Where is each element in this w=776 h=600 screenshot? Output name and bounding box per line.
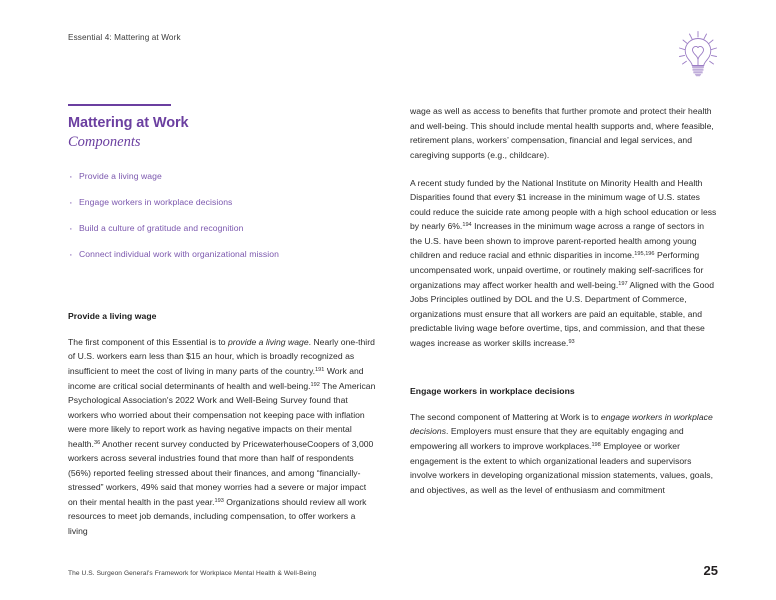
text-run: The second component of Mattering at Work is to [410,411,601,422]
footnote-ref: 191 [315,366,325,373]
emphasis-run: provide a living wage [227,336,309,347]
components-list [68,171,376,261]
footnote-ref: 194 [462,222,472,229]
two-column-layout [68,104,718,539]
text-run: Increases in the minimum wage across a range of sectors in the U.S. have been shown to improve parent-reported health among young children and reduce racial and ethnic disparities in income. [410,221,705,261]
page-number: 25 [703,563,718,578]
text-run: Aligned with the Good Jobs Principles outlined by DOL and the U.S. Department of Commerce, organizations must ensure that all workers are paid an equitable, stable, and predictable living wage before overtime, tips, and commission, and that these wages increase as worker skills increase. [410,279,715,348]
page-title: Mattering at Work [68,115,189,131]
spacer [410,364,718,386]
text-run: Another recent survey conducted by PricewaterhouseCoopers of 3,000 workers across several industries found that more than half of respondents (56%) reported feeling stressed about their finances, and among “financially-stressed” workers, 49% said that money worries had a severe or major impact on their mental health in the past year. [68,438,374,507]
page-subtitle: Components [68,133,141,150]
running-header: Essential 4: Mattering at Work [68,33,181,42]
left-column [68,104,376,539]
text-run: The first component of this Essential is to [68,336,228,347]
subsection-heading-provide-living-wage: Provide a living wage [68,310,157,321]
paragraph [410,176,718,351]
footnote-ref: 193 [214,497,224,504]
right-column [410,104,718,539]
text-run: Work and income are critical social determinants of health and well-being. [68,366,364,391]
list-item: · Provide a living wage [68,171,376,183]
footnote-ref: 197 [618,280,628,287]
text-run: Organizations should review all work resources to meet job demands, including compensation, to offer workers a living [68,496,367,537]
text-run: The American Psychological Association's 2022 Work and Well-Being Survey found that workers who worried about their compensation not keeping pace with inflation were more likely to report work as having negative impacts on their mental health. [68,380,376,449]
spacer [68,275,376,311]
footnote-ref: 36 [93,439,101,446]
text-run: . Nearly one-third of U.S. workers earn less than $15 an hour, which is broadly recognized as insufficient to meet the cost of living in many parts of the country. [68,336,375,376]
footnote-ref: 192 [310,381,320,388]
footnote-ref: 196 [645,251,655,258]
footnote-ref: 195, [634,251,646,258]
list-item: · Engage workers in workplace decisions [68,197,376,209]
list-item: · Connect individual work with organizational mission [68,249,376,261]
paragraph: wage as well as access to benefits that further promote and protect their health and well-being. This should include mental health supports and, where feasible, retirement plans, workers’ compensation, financial and legal services, and caregiving supports (e.g., childcare). [410,106,714,160]
footer-note: The U.S. Surgeon General’s Framework for Workplace Mental Health & Well-Being [68,570,317,577]
paragraph [68,335,376,539]
subsection-heading-engage-workers: Engage workers in workplace decisions [410,385,575,396]
footnote-ref: 93 [568,338,575,345]
text-run: Employee or worker engagement is the extent to which organizational leaders and supervisors involve workers in developing organizational mission statements, values, goals, and objectives, as well as the level of enthusiasm and commitment [410,441,713,495]
emphasis-run: engage workers in workplace decisions [410,411,713,437]
text-run: . Employers must ensure that they are equitably engaging and empowering all workers to improve workplaces. [410,426,684,452]
text-run: Performing uncompensated work, unpaid overtime, or routinely making self-sacrifices for organizations may affect worker health and well-being. [410,250,704,290]
lightbulb-heart-icon [672,27,724,79]
footnote-ref: 198 [591,441,601,448]
list-item: · Build a culture of gratitude and recognition [68,223,376,235]
paragraph [410,410,718,497]
title-rule [68,104,171,106]
text-run: A recent study funded by the National Institute on Minority Health and Health Disparities found that every $1 increase in the minimum wage of U.S. states could reduce the suicide rate among people with a high school education or less by nearly 6%. [410,177,717,232]
